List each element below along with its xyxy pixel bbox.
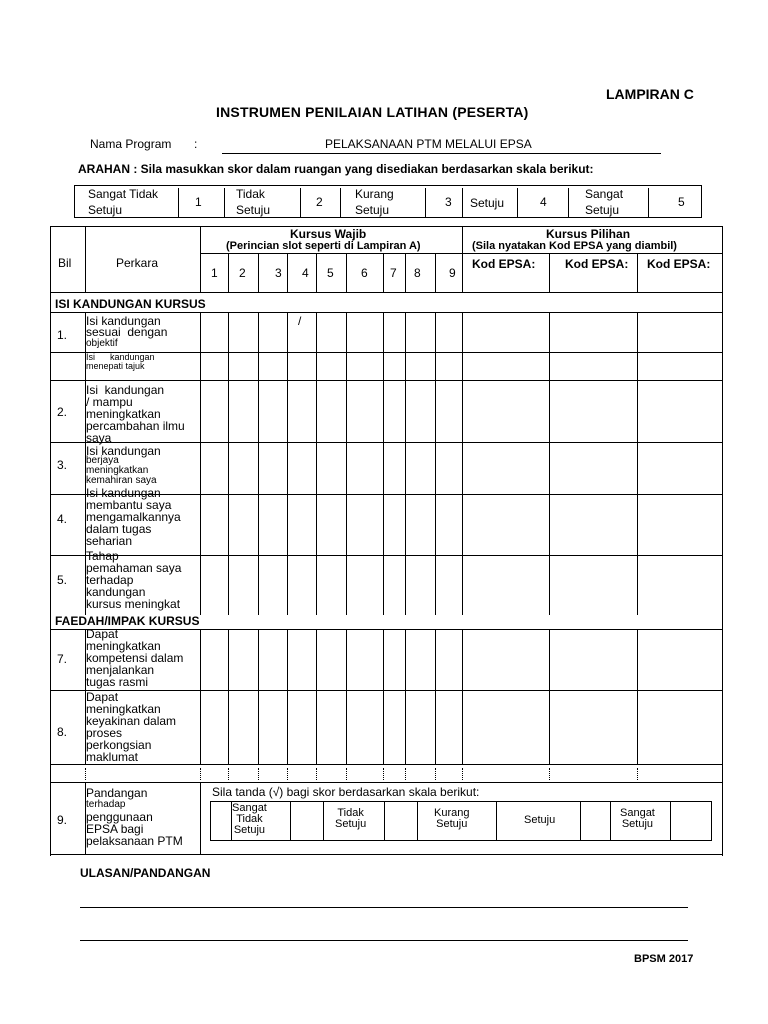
spacer-dot (316, 768, 318, 780)
item-number: 8. (57, 725, 68, 739)
col-bil-heading: Bil (58, 256, 72, 270)
score-cell[interactable] (550, 353, 637, 380)
item-number: 5. (57, 573, 68, 587)
score-cell[interactable] (638, 495, 722, 555)
score-cell[interactable] (436, 691, 462, 764)
spacer-dot (258, 768, 260, 780)
score-cell[interactable] (550, 691, 637, 764)
scale-divider (425, 188, 426, 218)
item-text-line: Isi kandungan (86, 314, 161, 328)
scale-divider (224, 188, 225, 218)
spacer-dot (405, 768, 407, 780)
item-text-line: menjalankan (86, 663, 155, 677)
row9-divider (580, 801, 581, 841)
score-mark: / (298, 314, 302, 328)
section-heading-impact: FAEDAH/IMPAK KURSUS (55, 614, 200, 628)
scale-score: 3 (445, 195, 452, 209)
score-cell[interactable] (347, 691, 383, 764)
item-text-line: percambahan ilmu (86, 419, 185, 433)
score-cell[interactable] (436, 353, 462, 380)
row9-divider (496, 801, 497, 841)
item-text-line: dalam tugas (86, 522, 152, 536)
score-cell[interactable] (229, 443, 258, 494)
score-cell[interactable] (638, 443, 722, 494)
slot-divider (316, 253, 317, 292)
item-text-line: objektif (86, 338, 118, 349)
spacer-dot (383, 768, 385, 780)
scale-label: Sangat Tidak Setuju (88, 187, 159, 217)
slot-number: 1 (211, 266, 218, 280)
score-cell[interactable] (317, 313, 346, 352)
scale-score: 2 (316, 195, 323, 209)
item-text-line: Tahap (86, 549, 119, 563)
pilihan-heading: Kursus Pilihan (546, 227, 631, 241)
score-cell[interactable] (347, 381, 383, 442)
scale-divider (340, 188, 341, 218)
item-text (86, 628, 183, 688)
score-cell[interactable] (638, 353, 722, 380)
score-cell[interactable] (259, 556, 287, 615)
score-cell[interactable] (288, 381, 316, 442)
score-cell[interactable] (201, 691, 228, 764)
col-divider (462, 226, 463, 292)
slot-number: 9 (449, 266, 456, 280)
row9-divider (670, 801, 671, 841)
item-text-line: meningkatkan (86, 465, 149, 476)
scale-label: Kurang Setuju (355, 187, 394, 217)
score-cell[interactable] (317, 691, 346, 764)
item-text-line: seharian (86, 534, 133, 548)
slot-number: 8 (414, 266, 421, 280)
item-text-line: mengamalkannya (86, 510, 181, 524)
item-number: 3. (57, 458, 68, 472)
item-text-line: saya (86, 431, 112, 445)
row9-divider (417, 801, 418, 841)
slot-divider (287, 253, 288, 292)
kod-epsa-label: Kod EPSA: (565, 257, 629, 271)
score-cell[interactable] (229, 691, 258, 764)
score-cell[interactable] (406, 556, 435, 615)
table-right (722, 226, 723, 856)
score-cell[interactable] (463, 353, 549, 380)
score-cell[interactable] (406, 495, 435, 555)
score-cell[interactable] (288, 556, 316, 615)
scale-label: Setuju (470, 196, 505, 210)
score-cell[interactable] (201, 443, 228, 494)
score-cell[interactable] (288, 443, 316, 494)
slot-number: 5 (327, 266, 334, 280)
slot-number: 3 (275, 266, 282, 280)
cell-divider (200, 782, 201, 854)
score-cell[interactable] (229, 630, 258, 690)
score-cell[interactable] (384, 556, 405, 615)
comment-line-2[interactable] (80, 940, 688, 941)
spacer-dot (637, 768, 639, 780)
row-line (50, 764, 722, 765)
score-cell[interactable] (638, 691, 722, 764)
scale-divider (300, 188, 301, 218)
item-text-line: kemahiran saya (86, 475, 157, 486)
score-cell[interactable] (347, 495, 383, 555)
score-cell[interactable] (259, 381, 287, 442)
score-cell[interactable] (229, 556, 258, 615)
row9-divider (290, 801, 291, 841)
scale-score: 4 (540, 195, 547, 209)
score-cell[interactable] (259, 443, 287, 494)
score-cell[interactable] (436, 495, 462, 555)
slot-number: 2 (239, 266, 246, 280)
spacer-dot (435, 768, 437, 780)
program-label: Nama Program (90, 137, 172, 151)
wajib-subheading: (Perincian slot seperti di Lampiran A) (226, 240, 421, 252)
score-cell[interactable] (229, 381, 258, 442)
item-text-line: tugas rasmi (86, 675, 149, 689)
row9-divider (323, 801, 324, 841)
score-cell[interactable] (463, 630, 549, 690)
item-number: 2. (57, 405, 68, 419)
spacer-dot (200, 768, 202, 780)
slot-divider (228, 253, 229, 292)
program-colon: : (194, 137, 198, 151)
item-text-line: proses (86, 726, 123, 740)
score-cell[interactable] (384, 443, 405, 494)
item-text-line: / mampu (86, 395, 133, 409)
score-cell[interactable] (436, 630, 462, 690)
spacer-dot (228, 768, 230, 780)
score-cell[interactable] (347, 313, 383, 352)
score-cell[interactable] (463, 691, 549, 764)
item-number: 4. (57, 512, 68, 526)
score-cell[interactable] (384, 313, 405, 352)
item-text (86, 487, 181, 547)
score-cell[interactable] (406, 443, 435, 494)
scale-divider (517, 188, 518, 218)
score-cell[interactable] (347, 353, 383, 380)
score-cell[interactable] (259, 313, 287, 352)
wajib-heading: Kursus Wajib (290, 227, 367, 241)
spacer-dot (549, 768, 551, 780)
score-cell[interactable] (463, 443, 549, 494)
scale-divider (462, 188, 463, 218)
item-text-line: Isi kandungan (86, 383, 165, 397)
item-text (86, 787, 183, 847)
score-cell[interactable] (384, 381, 405, 442)
comment-line-1[interactable] (80, 907, 688, 908)
slot-divider (346, 253, 347, 292)
score-cell[interactable] (317, 556, 346, 615)
scale-score: 5 (678, 195, 685, 209)
table-bottom (50, 854, 722, 855)
score-cell[interactable] (406, 691, 435, 764)
ulasan-heading: ULASAN/PANDANGAN (80, 866, 211, 880)
score-cell[interactable] (259, 630, 287, 690)
item-text-line: maklumat (86, 750, 139, 764)
item-text-line: EPSA bagi (86, 822, 144, 836)
slot-divider (383, 253, 384, 292)
score-cell[interactable] (463, 495, 549, 555)
scale-divider (178, 188, 179, 218)
score-cell[interactable] (436, 556, 462, 615)
item-number: 9. (57, 813, 68, 827)
score-cell[interactable] (463, 313, 549, 352)
item-number: 7. (57, 652, 68, 666)
score-cell[interactable] (638, 556, 722, 615)
row9-scale-label: Sangat Tidak Setuju (232, 802, 267, 836)
slot-number: 4 (302, 266, 309, 280)
item-text-line: Isi kandungan (86, 352, 155, 362)
item-text (86, 550, 181, 610)
score-cell[interactable] (406, 381, 435, 442)
section-heading-content: ISI KANDUNGAN KURSUS (55, 297, 206, 311)
score-cell[interactable] (317, 353, 346, 380)
score-cell[interactable] (463, 381, 549, 442)
score-cell[interactable] (436, 313, 462, 352)
score-cell[interactable] (317, 495, 346, 555)
score-cell[interactable] (550, 495, 637, 555)
score-cell[interactable] (550, 313, 637, 352)
score-cell[interactable] (384, 630, 405, 690)
scale-score: 1 (195, 195, 202, 209)
score-cell[interactable] (259, 353, 287, 380)
score-cell[interactable] (406, 313, 435, 352)
row9-scale-label: Sangat Setuju (620, 807, 655, 830)
slot-number: 7 (390, 266, 397, 280)
score-cell[interactable] (229, 495, 258, 555)
score-cell[interactable] (317, 443, 346, 494)
score-cell[interactable] (288, 313, 316, 352)
col-divider (200, 226, 201, 292)
scale-label: Tidak Setuju (236, 187, 271, 217)
score-cell[interactable] (638, 381, 722, 442)
score-cell[interactable] (259, 495, 287, 555)
item-text (86, 353, 155, 371)
row9-divider (610, 801, 611, 841)
col-perkara-heading: Perkara (116, 256, 159, 270)
item-text-line: penggunaan (86, 810, 153, 824)
spacer-dot (85, 768, 87, 780)
scale-divider (568, 188, 569, 218)
score-cell[interactable] (288, 691, 316, 764)
item-text-line: meningkatkan (86, 702, 161, 716)
item-text-line: meningkatkan (86, 407, 161, 421)
score-cell[interactable] (288, 353, 316, 380)
score-cell[interactable] (201, 313, 228, 352)
item-text-line: terhadap (86, 799, 126, 810)
scale-divider (648, 188, 649, 218)
score-cell[interactable] (436, 381, 462, 442)
item-text (86, 316, 167, 349)
item-text (86, 691, 176, 763)
score-cell[interactable] (384, 353, 405, 380)
score-cell[interactable] (384, 495, 405, 555)
pilihan-subheading: (Sila nyatakan Kod EPSA yang diambil) (472, 240, 677, 252)
score-cell[interactable] (317, 630, 346, 690)
item-text-line: Dapat (86, 627, 119, 641)
form-code: BPSM 2017 (634, 953, 694, 965)
score-cell[interactable] (201, 381, 228, 442)
score-cell[interactable] (406, 630, 435, 690)
score-cell[interactable] (638, 630, 722, 690)
col-divider (85, 226, 86, 292)
score-cell[interactable] (288, 630, 316, 690)
item-text-line: sesuai dengan (86, 325, 168, 339)
item-text (86, 384, 185, 444)
slot-divider (435, 253, 436, 292)
program-value: PELAKSANAAN PTM MELALUI EPSA (325, 137, 532, 151)
slot-divider (405, 253, 406, 292)
row9-divider (384, 801, 385, 841)
item-text-line: kompetensi dalam (86, 651, 184, 665)
score-cell[interactable] (463, 556, 549, 615)
spacer-dot (287, 768, 289, 780)
score-cell[interactable] (201, 353, 228, 380)
item-text-line: pemahaman saya (86, 561, 182, 575)
score-cell[interactable] (384, 691, 405, 764)
item-text (86, 446, 161, 486)
item-text-line: pelaksanaan PTM (86, 834, 183, 848)
score-cell[interactable] (288, 495, 316, 555)
spacer-dot (346, 768, 348, 780)
score-cell[interactable] (229, 353, 258, 380)
score-cell[interactable] (347, 443, 383, 494)
slot-divider (258, 253, 259, 292)
kod-divider (549, 253, 550, 292)
score-cell[interactable] (201, 495, 228, 555)
spacer-dot (462, 768, 464, 780)
item-text-line: Dapat (86, 690, 119, 704)
item-text-line: berjaya (86, 455, 119, 466)
score-cell[interactable] (550, 556, 637, 615)
item-text-line: Pandangan (86, 786, 148, 800)
row-line (50, 782, 722, 783)
score-cell[interactable] (229, 313, 258, 352)
score-cell[interactable] (550, 630, 637, 690)
row9-scale-label: Setuju (524, 814, 556, 826)
header-subline (200, 253, 722, 254)
scale-label: Sangat Setuju (585, 187, 624, 217)
score-cell[interactable] (550, 381, 637, 442)
item-text-line: meningkatkan (86, 639, 161, 653)
item-text-line: terhadap (86, 573, 134, 587)
item-text-line: perkongsian (86, 738, 152, 752)
row9-scale-label: Kurang Setuju (434, 807, 470, 830)
score-cell[interactable] (317, 381, 346, 442)
program-underline (222, 153, 661, 154)
item-text-line: Isi kandungan (86, 444, 161, 458)
score-cell[interactable] (550, 443, 637, 494)
row9-scale-label: Tidak Setuju (335, 807, 367, 830)
item-text-line: kursus meningkat (86, 597, 181, 611)
score-cell[interactable] (406, 353, 435, 380)
kod-epsa-label: Kod EPSA: (647, 257, 711, 271)
score-cell[interactable] (436, 443, 462, 494)
header-bottom (50, 292, 722, 293)
item-text-line: menepati tajuk (86, 361, 145, 371)
item-text-line: Isi kandungan (86, 486, 161, 500)
appendix-label: LAMPIRAN C (606, 86, 694, 102)
slot-number: 6 (361, 266, 368, 280)
score-cell[interactable] (347, 556, 383, 615)
score-cell[interactable] (201, 630, 228, 690)
score-cell[interactable] (638, 313, 722, 352)
row9-instruction: Sila tanda (√) bagi skor berdasarkan skala berikut: (212, 785, 480, 799)
instruction-text: ARAHAN : Sila masukkan skor dalam ruangan yang disediakan berdasarkan skala berikut: (78, 162, 594, 176)
score-cell[interactable] (347, 630, 383, 690)
item-number: 1. (57, 328, 68, 342)
item-text-line: membantu saya (86, 498, 172, 512)
score-cell[interactable] (201, 556, 228, 615)
item-text-line: keyakinan dalam (86, 714, 177, 728)
score-cell[interactable] (259, 691, 287, 764)
page-title: INSTRUMEN PENILAIAN LATIHAN (PESERTA) (216, 104, 529, 120)
table-left (50, 226, 51, 856)
item-text-line: kandungan (86, 585, 146, 599)
kod-divider (637, 253, 638, 292)
kod-epsa-label: Kod EPSA: (472, 257, 536, 271)
